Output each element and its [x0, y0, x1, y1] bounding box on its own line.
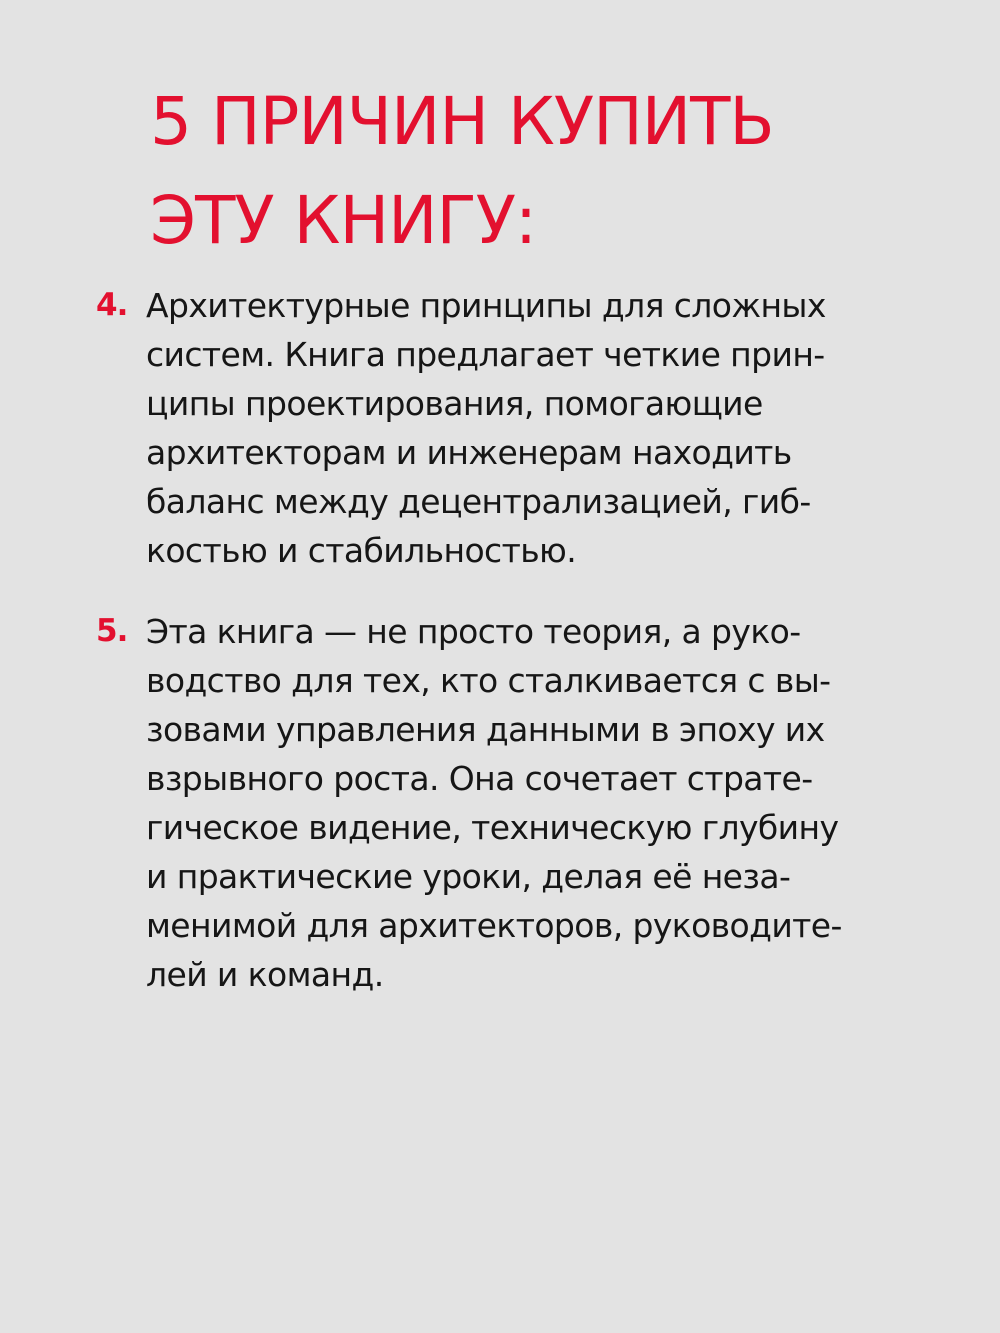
reason-number: 4. — [96, 287, 128, 323]
reason-text-line: архитекторам и инженерам находить — [146, 433, 792, 472]
reason-text — [146, 607, 976, 999]
reason-text-line: баланс между децентрализацией, гиб- — [146, 482, 811, 521]
reason-text-line: водство для тех, кто сталкивается с вы- — [146, 661, 831, 700]
reason-text-line: костью и стабильностью. — [146, 531, 577, 570]
page-title — [150, 72, 970, 270]
reason-text-line: гическое видение, техническую глубину — [146, 808, 839, 847]
reason-text-line: лей и команд. — [146, 955, 384, 994]
reason-text-line: систем. Книга предлагает четкие прин- — [146, 335, 825, 374]
reason-text-line: зовами управления данными в эпоху их — [146, 710, 825, 749]
title-line-1: 5 ПРИЧИН КУПИТЬ — [150, 83, 774, 160]
reason-text-line: Архитектурные принципы для сложных — [146, 286, 826, 325]
reason-number: 5. — [96, 613, 128, 649]
title-line-2: ЭТУ КНИГУ: — [150, 182, 537, 259]
reason-text-line: взрывного роста. Она сочетает страте- — [146, 759, 813, 798]
reason-text-line: ципы проектирования, помогающие — [146, 384, 763, 423]
reason-text-line: Эта книга — не просто теория, а руко- — [146, 612, 801, 651]
reason-text-line: и практические уроки, делая её неза- — [146, 857, 791, 896]
reason-text-line: менимой для архитекторов, руководите- — [146, 906, 842, 945]
reason-text — [146, 281, 976, 575]
